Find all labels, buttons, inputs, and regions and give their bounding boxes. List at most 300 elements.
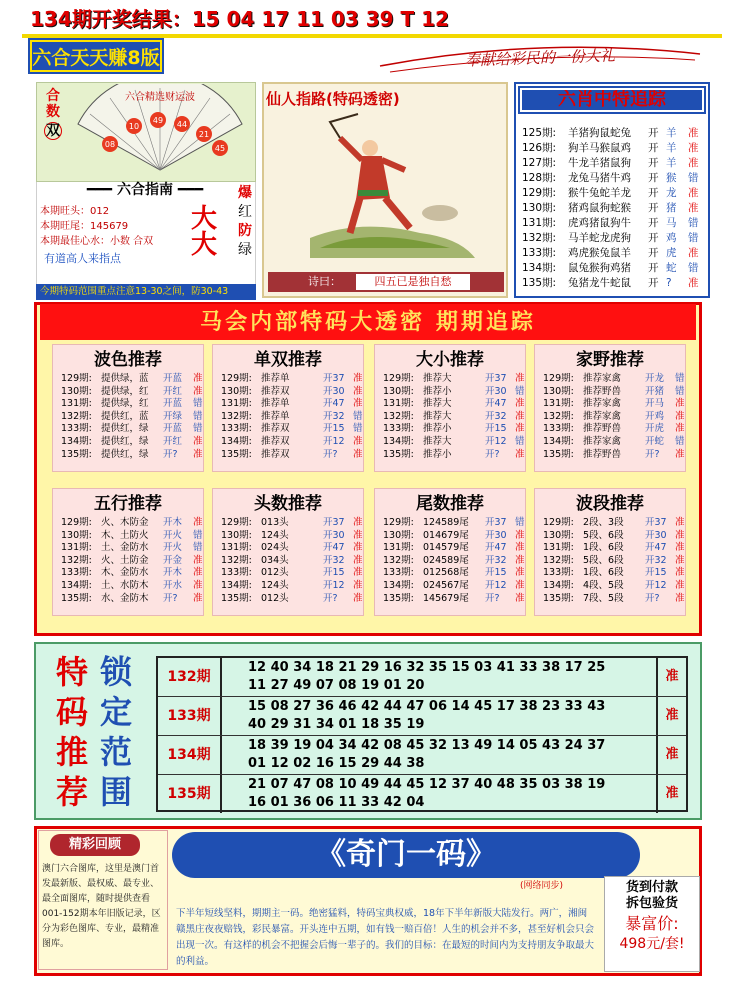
zodiac-cell: 129期: [522,187,557,199]
card-cell: 129期: [221,373,252,384]
card-cell: 开47 [645,542,667,554]
recommend-card [534,344,686,472]
card-cell: 推荐单 [261,410,290,422]
card-cell: 135期: [61,592,92,604]
lock-numbers [248,697,648,734]
card-row [535,567,685,580]
card-row [375,373,525,386]
card-cell: 5段、6段 [583,529,624,541]
zodiac-cell: 126期: [522,142,557,154]
card-cell: 开红 [163,385,183,397]
lock-numbers [248,658,648,695]
divider [22,34,722,38]
card-cell: 准 [515,567,525,579]
card-cell: 准 [675,592,685,604]
card-cell: 129期: [543,517,574,528]
heshu-char: 合 [46,88,60,104]
card-row [53,542,203,555]
zodiac-cell: 131期: [522,217,557,229]
card-cell: 012头 [261,567,289,579]
card-cell: 准 [353,592,363,604]
fan-ball-label: 49 [152,116,164,125]
promo-paragraph: 下半年短线坚料，期期主一码。绝密猛料，特码宝典权威，18年下半年新版大陆发行。两广，湘闽赣黑庄夜夜赔钱，彩民暴富。开头连中五期，如有钱一赔百倍！人生的机会并不多，甚至好机会只会出现一次。有这样的机会不把握会后悔一辈子的。我们的目标：在最短的时间内为支持朋友争取最大的利益。 [176,908,595,967]
card-cell: 准 [193,385,203,397]
card-cell: 129期: [61,517,92,528]
card-cell: 131期: [61,542,92,554]
card-cell: 开蛇 [645,435,665,447]
zodiac-row [522,171,708,186]
zodiac-cell: 133期: [522,247,557,259]
fan-ball-label: 21 [198,130,210,139]
card-cell: 推荐家禽 [583,398,622,410]
recommend-card [534,488,686,616]
lock-numbers [248,736,648,773]
fan-ball-label: 10 [128,122,140,131]
zodiac-row [522,231,708,246]
card-cell: 131期: [543,542,574,554]
card-row [213,517,363,530]
card-cell: 024567尾 [423,579,469,591]
card-cell: 134期: [543,435,574,447]
lock-line: 12 40 34 18 21 29 16 32 35 15 03 41 33 38 17 25 [248,660,606,675]
zodiac-cell: 羊 [666,127,677,139]
card-cell: 135期: [383,448,414,460]
card-cell: 错 [515,517,525,528]
card-title: 大小推荐 [416,350,484,370]
zodiac-cell: 准 [688,187,699,199]
price-value: 498元/套! [619,936,685,952]
card-cell: 木、金防水 [101,567,149,579]
card-cell: 推荐单 [261,373,290,384]
card-row [535,386,685,399]
card-cell: 错 [515,385,525,397]
card-cell: 水、金防木 [101,592,149,604]
lock-period: 135期 [158,775,222,813]
card-cell: 准 [515,542,525,554]
zodiac-cell: 虎鸡猪鼠狗牛 [568,217,631,229]
zodiac-cell: 128期: [522,172,557,184]
card-cell: 开绿 [163,410,183,422]
zodiac-cell: 开 [648,172,659,184]
zodiac-cell: 狗羊马猴鼠鸡 [568,142,631,154]
zodiac-cell: 开 [648,202,659,214]
card-row [375,398,525,411]
qimen-banner: 《奇门一码》 [172,832,640,878]
card-row [535,449,685,462]
card-cell: 开37 [485,517,507,528]
card-cell: 135期: [543,592,574,604]
card-cell: 准 [353,398,363,410]
lock-row [158,736,686,775]
card-row [53,436,203,449]
review-text: 澳门六合图库，这里是澳门首发最新版、最权威、最专业、最全面图库，随时提供查看001-152期本年旧版记录，区分为彩色图库、专业，最精准图库。 [42,864,161,949]
card-cell: 准 [353,542,363,554]
card-cell: 开47 [323,542,345,554]
card-cell: 开15 [323,423,345,435]
zodiac-cell: 开 [648,262,659,274]
card-row [535,411,685,424]
card-row [535,530,685,543]
immortal-illustration [300,108,480,268]
lock-result: 准 [656,658,686,696]
lock-row [158,697,686,736]
card-cell: 提供红，绿 [101,435,149,447]
card-cell: 准 [675,542,685,554]
zodiac-cell: 开 [648,217,659,229]
card-row [53,555,203,568]
zodiac-cell: 兔猪龙牛蛇鼠 [568,277,631,289]
side-words [234,184,256,260]
card-cell: 推荐家禽 [583,410,622,422]
card-cell: 准 [193,592,203,604]
card-title: 五行推荐 [94,494,162,514]
side-word: 防 [238,223,252,239]
card-cell: 014579尾 [423,542,469,554]
guide-line: 本期旺头：012 [40,206,110,217]
card-cell: 开37 [323,517,345,528]
lock-numbers [248,775,648,812]
zodiac-row [522,156,708,171]
zodiac-row [522,141,708,156]
card-cell: 开15 [485,423,507,435]
lock-result: 准 [656,775,686,813]
card-cell: 准 [675,529,685,541]
lock-line: 01 12 02 16 15 29 44 38 [248,756,425,771]
card-cell: 土、金防水 [101,542,149,554]
card-cell: 开15 [485,567,507,579]
card-cell: 开虎 [645,423,665,435]
card-cell: 130期: [543,385,574,397]
card-row [213,411,363,424]
zodiac-cell: 马羊蛇龙虎狗 [568,232,631,244]
card-cell: 开15 [323,567,345,579]
lock-result: 准 [656,697,686,735]
card-cell: 开12 [485,579,507,591]
card-cell: 错 [515,435,525,447]
card-row [213,423,363,436]
lock-char: 特 [56,653,89,691]
card-cell: 推荐双 [261,448,290,460]
card-cell: 129期: [383,517,414,528]
card-row [535,517,685,530]
card-title: 尾数推荐 [416,494,484,514]
zodiac-cell: 羊 [666,157,677,169]
zodiac-row [522,186,708,201]
card-cell: 开32 [323,554,345,566]
zodiac-cell: 准 [688,202,699,214]
card-row [53,449,203,462]
card-cell: 准 [353,567,363,579]
card-cell: 134期: [61,579,92,591]
card-cell: 推荐小 [423,385,452,397]
card-cell: 133期: [383,423,414,435]
zodiac-cell: 127期: [522,157,557,169]
card-row [213,567,363,580]
recommend-card [212,488,364,616]
card-cell: 开? [485,448,500,460]
card-cell: 准 [353,448,363,460]
card-cell: 124589尾 [423,517,469,528]
card-cell: 1段、6段 [583,542,624,554]
card-cell: 开龙 [645,373,665,384]
card-cell: 准 [515,554,525,566]
card-row [375,542,525,555]
card-cell: 132期: [383,410,414,422]
recommend-card [374,488,526,616]
card-cell: 开木 [163,567,183,579]
zodiac-row [522,276,708,291]
card-cell: 推荐家禽 [583,435,622,447]
card-cell: 准 [353,529,363,541]
card-cell: 错 [675,385,685,397]
zodiac-cell: 135期: [522,277,557,289]
card-title: 单双推荐 [254,350,322,370]
card-cell: 开鸡 [645,410,665,422]
recommend-card [52,344,204,472]
card-cell: 错 [193,423,203,435]
card-cell: 132期: [221,554,252,566]
card-cell: 开火 [163,529,183,541]
card-row [213,449,363,462]
zodiac-cell: 猴牛兔蛇羊龙 [568,187,631,199]
card-row [375,593,525,606]
card-row [375,436,525,449]
card-cell: 012头 [261,592,289,604]
zodiac-cell: 龙 [666,187,677,199]
card-cell: 131期: [383,398,414,410]
lock-char: 推 [56,733,89,771]
lock-char: 范 [100,733,133,771]
zodiac-row [522,126,708,141]
card-row [53,517,203,530]
side-word: 绿 [238,242,252,258]
lock-row [158,775,686,814]
card-row [375,411,525,424]
card-row [535,436,685,449]
card-cell: 开30 [485,385,507,397]
heshu-label [40,88,66,158]
card-cell: 开猪 [645,385,665,397]
cod-line: 拆包验货 [625,896,678,911]
card-cell: 130期: [221,385,252,397]
zodiac-cell: 准 [688,127,699,139]
card-cell: 131期: [221,542,252,554]
lock-char: 荐 [56,773,89,811]
card-row [53,373,203,386]
card-cell: 开47 [485,542,507,554]
card-cell: 提供红，蓝 [101,410,149,422]
card-cell: 准 [515,592,525,604]
card-row [53,530,203,543]
zodiac-cell: 鼠兔猴狗鸡猪 [568,262,631,274]
card-cell: 132期: [543,410,574,422]
zodiac-cell: 准 [688,277,699,289]
card-cell: 132期: [61,554,92,566]
card-cell: 012568尾 [423,567,469,579]
card-cell: 推荐双 [261,435,290,447]
card-cell: 准 [193,435,203,447]
lock-row [158,658,686,697]
zodiac-cell: 牛龙羊猪鼠狗 [568,157,631,169]
card-cell: 024589尾 [423,554,469,566]
card-cell: 131期: [61,398,92,410]
cod-lines [606,880,698,912]
card-cell: 开12 [485,435,507,447]
zodiac-cell: 开 [648,277,659,289]
lock-char: 定 [100,693,133,731]
card-cell: 推荐大 [423,410,452,422]
card-row [213,593,363,606]
card-cell: 024头 [261,542,289,554]
card-cell: 错 [675,435,685,447]
card-cell: 提供绿，红 [101,398,149,410]
card-cell: 133期: [61,567,92,579]
card-cell: 134期: [61,435,92,447]
card-row [535,398,685,411]
zodiac-cell: 错 [688,262,699,274]
card-cell: 133期: [383,567,414,579]
card-cell: 推荐双 [261,423,290,435]
card-cell: 准 [353,554,363,566]
card-row [213,373,363,386]
card-title: 波段推荐 [576,494,644,514]
card-cell: 提供绿，红 [101,385,149,397]
card-cell: 开? [645,592,660,604]
card-cell: 土、水防木 [101,579,149,591]
card-cell: 132期: [221,410,252,422]
big-chars [186,206,222,258]
card-cell: 开水 [163,579,183,591]
zodiac-cell: 猴 [666,172,677,184]
card-cell: 134期: [543,579,574,591]
card-cell: 准 [515,529,525,541]
card-cell: 开蓝 [163,398,183,410]
poem-label: 诗曰： [308,275,341,288]
card-cell: 准 [675,567,685,579]
card-cell: 130期: [383,385,414,397]
card-cell: 2段、3段 [583,517,624,528]
card-cell: 开? [485,592,500,604]
lock-line: 40 29 31 34 01 18 35 19 [248,717,425,732]
card-cell: 准 [515,373,525,384]
card-cell: 135期: [221,448,252,460]
fan-illustration [70,84,250,176]
card-cell: 开蓝 [163,423,183,435]
card-row [535,423,685,436]
card-cell: 131期: [383,542,414,554]
card-cell: 推荐小 [423,448,452,460]
card-row [213,555,363,568]
card-cell: 准 [515,448,525,460]
lock-line: 16 01 36 06 11 33 42 04 [248,795,425,810]
card-cell: 推荐野兽 [583,448,622,460]
immortal-title: 仙人指路(特码透密) [266,90,400,108]
zodiac-cell: 准 [688,157,699,169]
card-cell: 开15 [645,567,667,579]
guide-title-text: 六合指南 [117,182,173,198]
card-cell: 错 [193,398,203,410]
card-cell: 130期: [61,385,92,397]
card-cell: 错 [675,373,685,384]
card-cell: 准 [675,448,685,460]
card-row [53,398,203,411]
fan-ball-label: 08 [104,140,116,149]
card-row [375,517,525,530]
lock-char: 围 [100,773,133,811]
zodiac-cell: 猪 [666,202,677,214]
card-cell: 034头 [261,554,289,566]
card-title: 头数推荐 [254,494,322,514]
card-cell: 134期: [221,435,252,447]
lock-char: 码 [56,693,89,731]
card-cell: 开37 [323,373,345,384]
card-cell: 准 [515,398,525,410]
zodiac-cell: 开 [648,232,659,244]
guide-line: 本期最佳心水：小数 合双 [40,236,154,247]
card-cell: 133期: [61,423,92,435]
zodiac-cell: 132期: [522,232,557,244]
zodiac-cell: 错 [688,217,699,229]
zodiac-cell: 猪鸡鼠狗蛇猴 [568,202,631,214]
recommend-card [374,344,526,472]
card-cell: 准 [193,373,203,384]
card-cell: 130期: [543,529,574,541]
card-cell: 准 [193,567,203,579]
card-cell: 131期: [221,398,252,410]
card-cell: 推荐野兽 [583,423,622,435]
zodiac-cell: 开 [648,127,659,139]
zodiac-cell: 错 [688,232,699,244]
card-cell: 134期: [383,435,414,447]
card-row [375,423,525,436]
card-cell: 开32 [485,410,507,422]
card-row [213,436,363,449]
card-cell: 131期: [543,398,574,410]
card-cell: 准 [675,398,685,410]
card-cell: 7段、5段 [583,592,624,604]
cod-line: 货到付款 [625,880,678,895]
card-row [213,530,363,543]
card-cell: 开火 [163,542,183,554]
card-cell: 132期: [383,554,414,566]
card-cell: 130期: [383,529,414,541]
card-cell: 准 [675,517,685,528]
zodiac-cell: 开 [648,247,659,259]
card-cell: 130期: [61,529,92,541]
card-cell: 推荐单 [261,398,290,410]
card-row [375,449,525,462]
card-row [375,580,525,593]
card-row [375,530,525,543]
big-char: 大 [190,204,217,234]
price-block [606,914,698,954]
zodiac-row [522,246,708,261]
card-cell: 准 [675,579,685,591]
card-cell: 准 [193,448,203,460]
lock-line: 11 27 49 07 08 19 01 20 [248,678,425,693]
fan-ball-label: 45 [214,144,226,153]
net-sync: (网络同步) [520,881,564,891]
card-cell: 开47 [485,398,507,410]
gift-slogan: 奉献给彩民的一份大礼 [464,46,616,70]
card-cell: 推荐小 [423,423,452,435]
card-cell: 准 [675,554,685,566]
card-row [375,555,525,568]
zodiac-cell: 125期: [522,127,557,139]
card-cell: 准 [353,373,363,384]
zodiac-cell: 马 [666,217,677,229]
card-cell: 开? [163,592,178,604]
